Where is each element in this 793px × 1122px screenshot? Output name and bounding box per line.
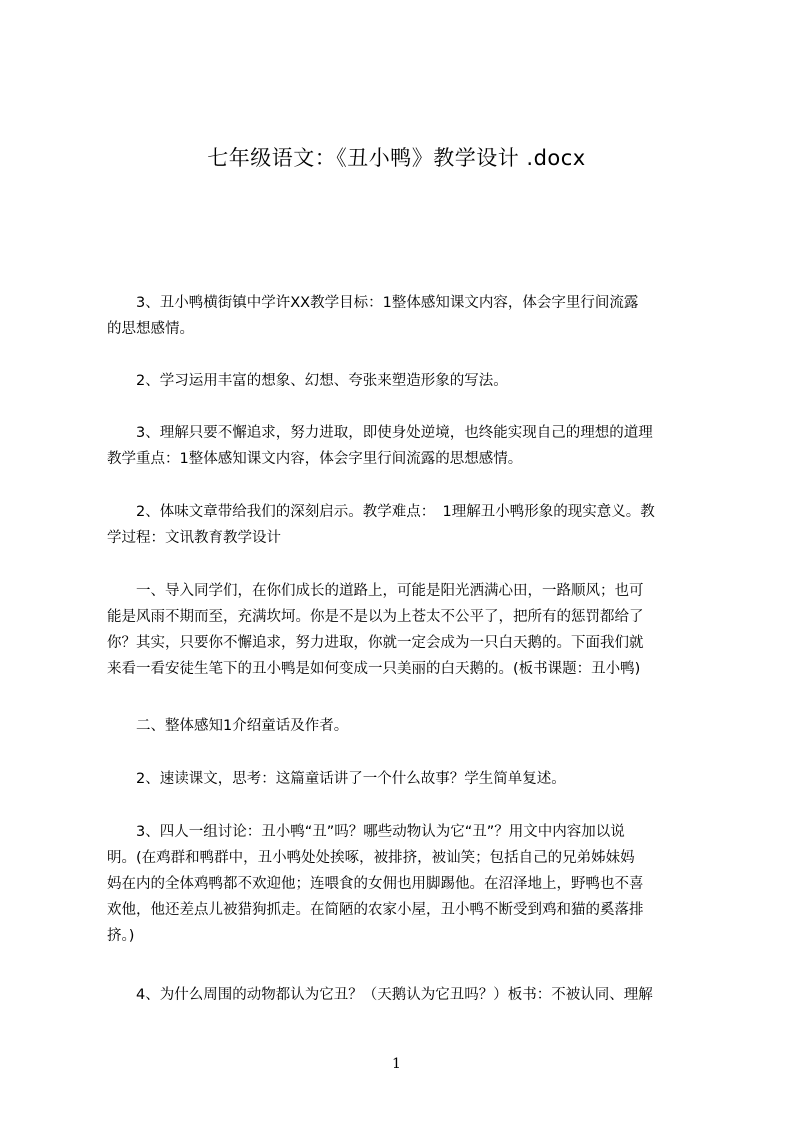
paragraph-question-4 (107, 982, 707, 1008)
paragraph-introduction (107, 578, 707, 682)
text-line: 二、整体感知1介绍童话及作者。 (107, 718, 349, 734)
text-line: 你？其实，只要你不懈追求，努力进取，你就一定会成为一只白天鹅的。下面我们就 (107, 635, 644, 651)
text-line: 来看一看安徒生笔下的丑小鸭是如何变成一只美丽的白天鹅的。(板书课题：丑小鸭) (107, 661, 641, 677)
text-line: 4、为什么周围的动物都认为它丑？（天鹅认为它丑吗？）板书：不被认同、理解 (107, 987, 653, 1003)
text-line: 挤。) (107, 928, 135, 944)
document-title: 七年级语文：《丑小鸭》教学设计 .docx (207, 146, 586, 170)
text-line: 的思想感情。 (107, 321, 194, 337)
text-line: 学过程：文讯教育教学设计 (107, 530, 281, 546)
paragraph-objective-3 (107, 420, 707, 472)
text-line: 一、导入同学们，在你们成长的道路上，可能是阳光洒满心田，一路顺风；也可 (107, 583, 644, 599)
text-line: 3、丑小鸭横街镇中学许XX教学目标：1整体感知课文内容，体会字里行间流露 (107, 295, 639, 311)
text-line: 3、理解只要不懈追求，努力进取，即使身处逆境，也终能实现自己的理想的道理 (107, 425, 653, 441)
paragraph-difficulty (107, 499, 707, 551)
text-line: 3、四人一组讨论：丑小鸭“丑”吗？哪些动物认为它“丑”？用文中内容加以说 (107, 824, 625, 840)
text-line: 2、学习运用丰富的想象、幻想、夸张来塑造形象的写法。 (107, 373, 508, 389)
text-line: 欢他，他还差点儿被猎狗抓走。在简陋的农家小屋，丑小鸭不断受到鸡和猫的奚落排 (107, 902, 644, 918)
paragraph-overview (107, 713, 707, 739)
paragraph-objective-1 (107, 290, 707, 342)
text-line: 能是风雨不期而至，充满坎坷。你是不是以为上苍太不公平了，把所有的惩罚都给了 (107, 609, 644, 625)
text-line: 2、体味文章带给我们的深刻启示。教学难点： 1理解丑小鸭形象的现实意义。教 (107, 504, 655, 520)
text-line: 明。(在鸡群和鸭群中，丑小鸭处处挨啄，被排挤，被讪笑；包括自己的兄弟姊妹妈 (107, 850, 635, 866)
paragraph-objective-2 (107, 368, 707, 394)
page-number: 1 (392, 1056, 401, 1072)
text-line: 2、速读课文，思考：这篇童话讲了一个什么故事？学生简单复述。 (107, 771, 566, 787)
text-line: 妈在内的全体鸡鸭都不欢迎他；连喂食的女佣也用脚踢他。在沼泽地上，野鸭也不喜 (107, 876, 644, 892)
text-line: 教学重点：1整体感知课文内容，体会字里行间流露的思想感情。 (107, 451, 523, 467)
paragraph-speed-reading (107, 766, 707, 792)
paragraph-group-discussion (107, 819, 707, 949)
